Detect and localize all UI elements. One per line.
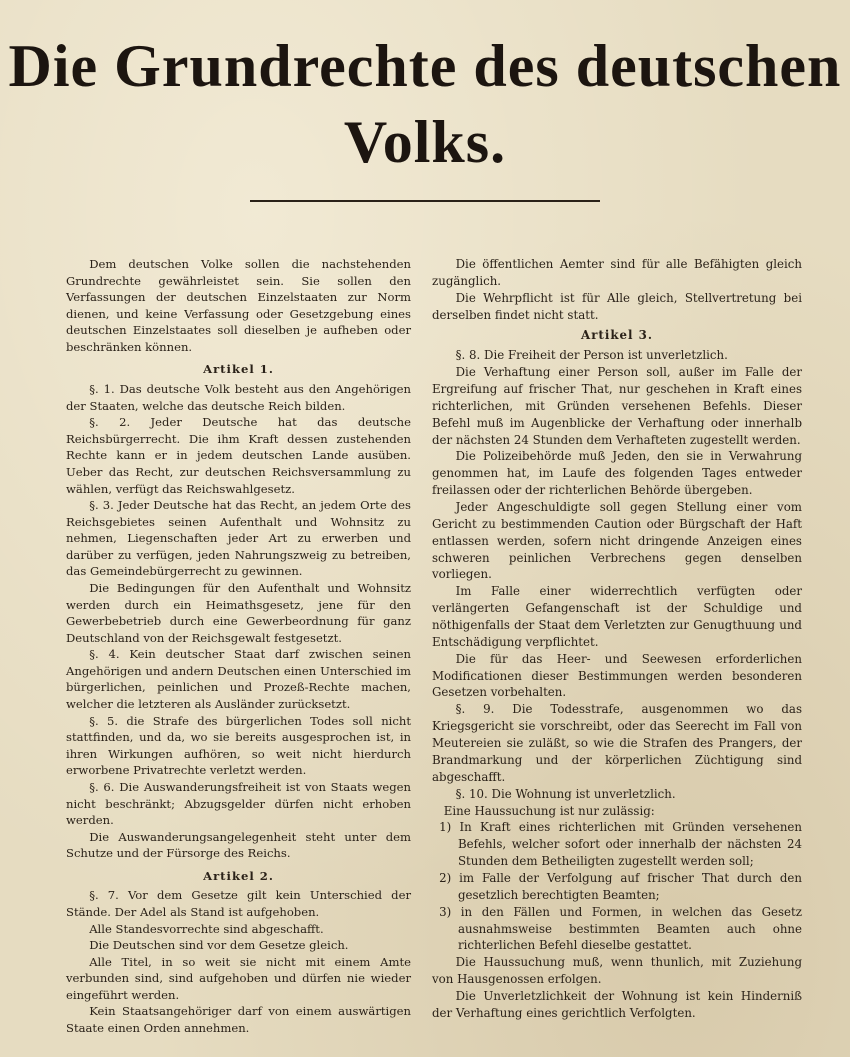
- article-heading: Artikel 2.: [203, 868, 274, 883]
- paragraph: §. 1. Das deutsche Volk besteht aus den Angehörigen der Staaten, welche das deutsche Reich bilden.: [66, 382, 411, 413]
- paragraph: Die Auswanderungsangelegenheit steht unter dem Schutze und der Fürsorge des Reichs.: [66, 829, 411, 861]
- article-heading: Artikel 1.: [203, 362, 274, 377]
- paragraph: Im Falle einer widerrechtlich verfügten oder verlängerten Gefangenschaft ist der Schuldige und nöthigenfalls der Staat dem Verletzten zur Genugthuung und Entschädigung verpflichtet.: [432, 584, 802, 649]
- title-divider: [250, 200, 600, 202]
- paragraph: §. 7. Vor dem Gesetze gilt kein Unterschied der Stände. Der Adel als Stand ist aufgehoben.: [66, 888, 411, 919]
- intro-paragraph: Dem deutschen Volke sollen die nachstehenden Grundrechte gewährleistet sein. Sie sollen den Verfassungen der deutschen Einzelstaaten zur Norm dienen, und keine Verfassung oder Gesetzgebung eines deutschen Einzelstaates soll dieselben je aufheben oder beschränken können.: [66, 257, 411, 354]
- page-title: Die Grundrechte des deutschen: [8, 33, 842, 99]
- paragraph: Eine Haussuchung ist nur zulässig:: [443, 803, 655, 818]
- list-item: 2) im Falle der Verfolgung auf frischer That durch den gesetzlich berechtigten Beamten;: [439, 870, 802, 902]
- right-column: [432, 256, 802, 1022]
- paragraph: Alle Titel, in so weit sie nicht mit einem Amte verbunden sind, sind aufgehoben und dürfen nie wieder eingeführt werden.: [66, 954, 411, 1002]
- paragraph: §. 10. Die Wohnung ist unverletzlich.: [455, 786, 676, 801]
- left-column: [66, 256, 411, 1037]
- page-title-line-2: Volks.: [343, 109, 507, 175]
- paragraph: §. 8. Die Freiheit der Person ist unverletzlich.: [455, 348, 728, 363]
- paragraph: Die Polizeibehörde muß Jeden, den sie in Verwahrung genommen hat, im Laufe des folgenden Tages entweder freilassen oder der richterlichen Behörde übergeben.: [432, 449, 802, 498]
- paragraph: Die Deutschen sind vor dem Gesetze gleich.: [89, 938, 349, 953]
- paragraph: §. 2. Jeder Deutsche hat das deutsche Reichsbürgerrecht. Die ihm Kraft dessen zustehenden Rechte kann er in jedem deutschen Lande ausüben. Ueber das Recht, zur deutschen Reichsversammlung zu wählen, verfügt das Reichswahlgesetz.: [66, 415, 411, 496]
- paragraph: Die Unverletzlichkeit der Wohnung ist kein Hinderniß der Verhaftung eines gerichtlich Verfolgten.: [432, 988, 802, 1020]
- list-item: 3) in den Fällen und Formen, in welchen das Gesetz ausnahmsweise bestimmten Beamten auch ohne richterlichen Befehl dieselbe gestattet.: [439, 904, 802, 953]
- paragraph: §. 3. Jeder Deutsche hat das Recht, an jedem Orte des Reichsgebietes seinen Aufenthalt und Wohnsitz zu nehmen, Liegenschaften jeder Art zu erwerben und darüber zu verfügen, jeden Nahrungszweig zu betreiben, das Gemeindebürgerrecht zu gewinnen.: [66, 498, 411, 579]
- paragraph: Alle Standesvorrechte sind abgeschafft.: [89, 921, 324, 936]
- paragraph: Die Wehrpflicht ist für Alle gleich, Stellvertretung bei derselben findet nicht statt.: [432, 290, 802, 322]
- paragraph: §. 5. die Strafe des bürgerlichen Todes soll nicht stattfinden, und da, wo sie bereits ausgesprochen ist, in ihren Wirkungen aufhören, so weit nicht hierdurch erworbene Privatrechte verletzt werden.: [66, 713, 411, 778]
- paragraph: Die öffentlichen Aemter sind für alle Befähigten gleich zugänglich.: [432, 257, 802, 288]
- paragraph: Kein Staatsangehöriger darf von einem auswärtigen Staate einen Orden annehmen.: [66, 1004, 411, 1036]
- paragraph: §. 6. Die Auswanderungsfreiheit ist von Staats wegen nicht beschränkt; Abzugsgelder dürfen nicht erhoben werden.: [66, 779, 411, 828]
- list-item: 1) In Kraft eines richterlichen mit Gründen versehenen Befehls, welcher sofort oder innerhalb der nächsten 24 Stunden dem Betheiligten zugestellt werden soll;: [439, 820, 802, 869]
- paragraph: Die Verhaftung einer Person soll, außer im Falle der Ergreifung auf frischer That, nur geschehen in Kraft eines richterlichen, mit Gründen versehenen Befehls. Dieser Befehl muß im Augenblicke der Verhaftung oder innerhalb der nächsten 24 Stunden dem Verhafteten zugestellt werden.: [432, 365, 802, 447]
- paragraph: §. 9. Die Todesstrafe, ausgenommen wo das Kriegsgericht sie vorschreibt, oder das Seerecht im Fall von Meutereien sie zuläßt, so wie die Strafen des Prangers, der Brandmarkung und der körperlichen Züchtigung sind abgeschafft.: [432, 702, 802, 784]
- paragraph: Die Bedingungen für den Aufenthalt und Wohnsitz werden durch ein Heimathsgesetz, jene für den Gewerbebetrieb durch eine Gewerbeordnung für ganz Deutschland von der Reichsgewalt festgesetzt.: [66, 580, 411, 645]
- paragraph: Die Haussuchung muß, wenn thunlich, mit Zuziehung von Hausgenossen erfolgen.: [432, 955, 802, 987]
- paragraph: Die für das Heer- und Seewesen erforderlichen Modificationen dieser Bestimmungen werden besonderen Gesetzen vorbehalten.: [432, 651, 802, 700]
- paragraph: §. 4. Kein deutscher Staat darf zwischen seinen Angehörigen und andern Deutschen einen Unterschied im bürgerlichen, peinlichen und Prozeß-Rechte machen, welcher die letzteren als Ausländer zurücksetzt.: [66, 647, 411, 712]
- article-heading: Artikel 3.: [581, 328, 653, 343]
- paragraph: Jeder Angeschuldigte soll gegen Stellung einer vom Gericht zu bestimmenden Caution oder Bürgschaft der Haft entlassen werden, sofern nicht dringende Anzeigen eines schweren peinlichen Verbrechens gegen denselben vorliegen.: [432, 500, 802, 582]
